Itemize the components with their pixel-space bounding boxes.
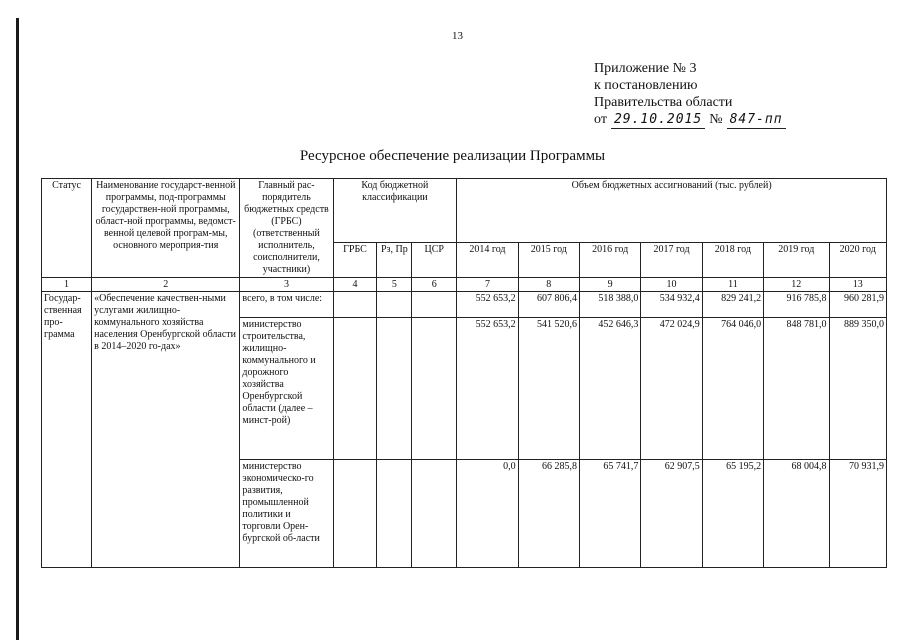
value-cell: 452 646,3: [579, 318, 640, 460]
value-cell: 70 931,9: [829, 460, 886, 568]
header-row-1: [42, 179, 887, 243]
program-name-cell: «Обеспечение качествен-ными услугами жилищно-коммунального хозяйства населения Оренбургской области в 2014–2020 го-дах»: [92, 292, 240, 568]
column-number: 1: [42, 278, 92, 292]
appendix-line-2: к постановлению: [594, 78, 698, 93]
header-year-2017: 2017 год: [641, 242, 702, 277]
header-volume: Объем бюджетных ассигнований (тыс. рублей): [457, 179, 887, 243]
page-number: 13: [452, 30, 463, 42]
value-cell: 607 806,4: [518, 292, 579, 318]
column-number-row: [42, 278, 887, 292]
executor-cell: министерство строительства, жилищно-коммунального и дорожного хозяйства Оренбургской области (далее – минст-рой): [240, 318, 333, 460]
from-label: от: [594, 112, 607, 127]
header-csr: ЦСР: [412, 242, 457, 277]
value-cell: 541 520,6: [518, 318, 579, 460]
column-number: 13: [829, 278, 886, 292]
value-cell: 66 285,8: [518, 460, 579, 568]
rz-pr-cell: [377, 460, 412, 568]
grbs-cell: [333, 460, 377, 568]
column-number: 8: [518, 278, 579, 292]
executor-cell: всего, в том числе:: [240, 292, 333, 318]
appendix-line-1: Приложение № 3: [594, 61, 697, 76]
column-number: 9: [579, 278, 640, 292]
table-row: [42, 292, 887, 318]
handwritten-date: 29.10.2015: [611, 111, 705, 129]
value-cell: 960 281,9: [829, 292, 886, 318]
value-cell: 62 907,5: [641, 460, 702, 568]
column-number: 3: [240, 278, 333, 292]
header-year-2016: 2016 год: [579, 242, 640, 277]
grbs-cell: [333, 318, 377, 460]
header-year-2015: 2015 год: [518, 242, 579, 277]
value-cell: 889 350,0: [829, 318, 886, 460]
header-name: Наименование государст-венной программы, под-программы государствен-ной программы, област-ной программы, ведомст-венной целевой програм-мы, основного мероприя-тия: [92, 179, 240, 278]
handwritten-number: 847-пп: [727, 111, 786, 129]
value-cell: 534 932,4: [641, 292, 702, 318]
value-cell: 764 046,0: [702, 318, 763, 460]
column-number: 10: [641, 278, 702, 292]
value-cell: 472 024,9: [641, 318, 702, 460]
program-status-cell: Государ-ственная про-грамма: [42, 292, 92, 568]
appendix-date-line: [594, 111, 786, 129]
column-number: 6: [412, 278, 457, 292]
value-cell: 829 241,2: [702, 292, 763, 318]
page-binding-edge: [16, 18, 19, 640]
document-title: Ресурсное обеспечение реализации Программы: [299, 148, 606, 164]
executor-cell: министерство экономическо-го развития, промышленной политики и торговли Орен-бургской об-ласти: [240, 460, 333, 568]
csr-cell: [412, 318, 457, 460]
header-budget-code: Код бюджетной классификации: [333, 179, 457, 243]
header-year-2014: 2014 год: [457, 242, 518, 277]
column-number: 12: [764, 278, 829, 292]
csr-cell: [412, 292, 457, 318]
header-grbs-main: Главный рас-порядитель бюджетных средств (ГРБС) (ответственный исполнитель, соисполнители, участники): [240, 179, 333, 278]
value-cell: 68 004,8: [764, 460, 829, 568]
budget-table: [41, 178, 887, 568]
column-number: 4: [333, 278, 377, 292]
value-cell: 552 653,2: [457, 292, 518, 318]
column-number: 7: [457, 278, 518, 292]
appendix-block: [594, 60, 786, 129]
header-year-2019: 2019 год: [764, 242, 829, 277]
value-cell: 0,0: [457, 460, 518, 568]
header-year-2020: 2020 год: [829, 242, 886, 277]
value-cell: 916 785,8: [764, 292, 829, 318]
column-number: 5: [377, 278, 412, 292]
rz-pr-cell: [377, 292, 412, 318]
grbs-cell: [333, 292, 377, 318]
rz-pr-cell: [377, 318, 412, 460]
column-number: 11: [702, 278, 763, 292]
header-grbs: ГРБС: [333, 242, 377, 277]
value-cell: 848 781,0: [764, 318, 829, 460]
value-cell: 65 195,2: [702, 460, 763, 568]
value-cell: 65 741,7: [579, 460, 640, 568]
number-label: №: [709, 112, 723, 127]
csr-cell: [412, 460, 457, 568]
header-rz-pr: Рз, Пр: [377, 242, 412, 277]
value-cell: 552 653,2: [457, 318, 518, 460]
appendix-line-3: Правительства области: [594, 95, 733, 110]
header-status: Статус: [42, 179, 92, 278]
header-year-2018: 2018 год: [702, 242, 763, 277]
value-cell: 518 388,0: [579, 292, 640, 318]
column-number: 2: [92, 278, 240, 292]
